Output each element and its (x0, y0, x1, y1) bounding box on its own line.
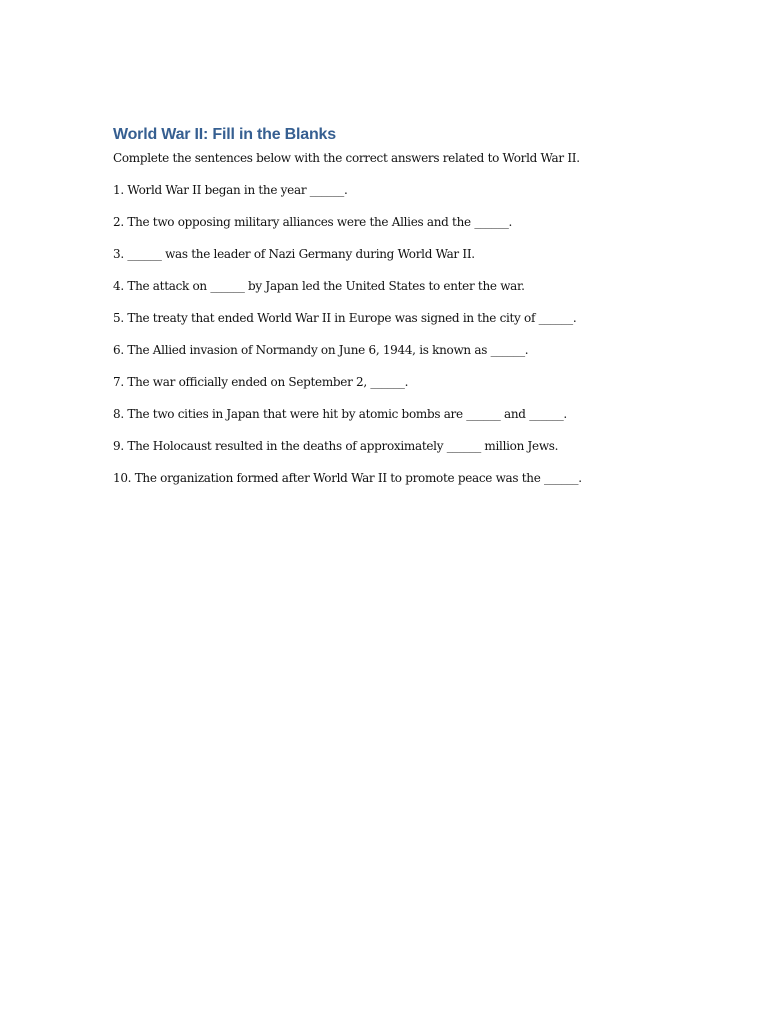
question-6: 6. The Allied invasion of Normandy on June 6, 1944, is known as ______. (113, 343, 529, 357)
question-list (113, 181, 713, 487)
question-1: 1. World War II began in the year ______. (113, 183, 348, 197)
worksheet-page (113, 124, 713, 501)
worksheet-title: World War II: Fill in the Blanks (113, 126, 336, 143)
question-7: 7. The war officially ended on September 2, ______. (113, 375, 409, 389)
question-8: 8. The two cities in Japan that were hit by atomic bombs are ______ and ______. (113, 407, 567, 421)
question-10: 10. The organization formed after World War II to promote peace was the ______. (113, 471, 582, 485)
question-3: 3. ______ was the leader of Nazi Germany during World War II. (113, 247, 475, 261)
question-9: 9. The Holocaust resulted in the deaths of approximately ______ million Jews. (113, 439, 559, 453)
question-4: 4. The attack on ______ by Japan led the United States to enter the war. (113, 279, 525, 293)
worksheet-instructions: Complete the sentences below with the correct answers related to World War II. (113, 151, 580, 165)
question-5: 5. The treaty that ended World War II in Europe was signed in the city of ______. (113, 311, 577, 325)
question-2: 2. The two opposing military alliances were the Allies and the ______. (113, 215, 513, 229)
